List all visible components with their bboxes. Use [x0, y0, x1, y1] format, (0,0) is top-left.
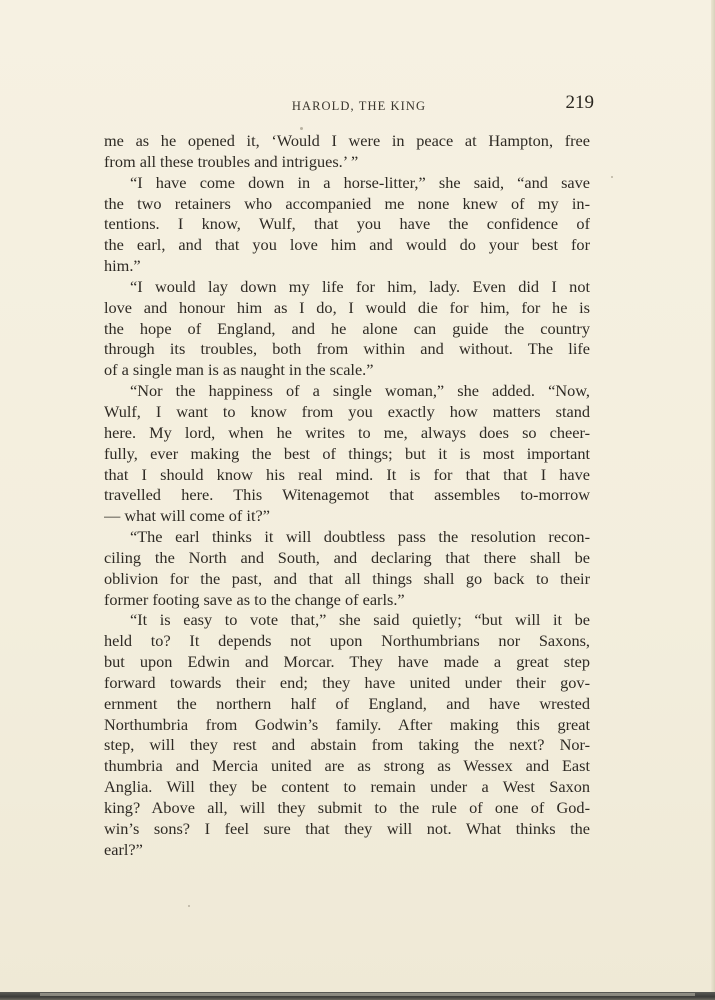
text-line: the earl, and that you love him and would do your best for — [104, 235, 590, 255]
text-line: forward towards their end; they have united under their gov- — [104, 672, 590, 692]
running-head — [104, 92, 594, 116]
text-line: the hope of England, and he alone can guide the country — [104, 318, 590, 338]
text-line: that I should know his real mind. It is for that that I have — [104, 464, 590, 484]
text-line: “I would lay down my life for him, lady. Even did I not — [130, 276, 590, 296]
text-line: Anglia. Will they be content to remain under a West Saxon — [104, 777, 590, 797]
page-number: 219 — [565, 92, 594, 113]
text-line: here. My lord, when he writes to me, always does so cheer- — [104, 422, 590, 442]
text-line: Northumbria from Godwin’s family. After making this great — [104, 714, 590, 734]
text-line: thumbria and Mercia united are as strong as Wessex and East — [104, 756, 590, 776]
text-line: of a single man is as naught in the scale.” — [104, 360, 374, 380]
text-line: held to? It depends not upon Northumbrians nor Saxons, — [104, 631, 590, 651]
text-line: travelled here. This Witenagemot that assembles to-morrow — [104, 485, 590, 505]
text-line: love and honour him as I do, I would die for him, for he is — [104, 297, 590, 317]
text-line: the two retainers who accompanied me none knew of my in- — [104, 193, 590, 213]
paper-speck — [300, 127, 303, 130]
text-line: “I have come down in a horse-litter,” she said, “and save — [130, 172, 590, 192]
text-line: win’s sons? I feel sure that they will not. What thinks the — [104, 818, 590, 838]
paper-speck — [611, 176, 613, 178]
text-line: but upon Edwin and Morcar. They have made a great step — [104, 652, 590, 672]
running-title: HAROLD, THE KING — [291, 99, 427, 113]
text-line: tentions. I know, Wulf, that you have the confidence of — [104, 214, 590, 234]
text-line: from all these troubles and intrigues.’ ” — [104, 151, 359, 171]
page-right-edge — [711, 0, 715, 1000]
text-line: step, will they rest and abstain from taking the next? Nor- — [104, 735, 590, 755]
text-line: oblivion for the past, and that all things shall go back to their — [104, 568, 590, 588]
text-line: “The earl thinks it will doubtless pass the resolution recon- — [130, 527, 590, 547]
paper-speck — [188, 905, 190, 907]
text-line: — what will come of it?” — [104, 506, 270, 526]
text-line: “It is easy to vote that,” she said quietly; “but will it be — [130, 610, 590, 630]
page-edge-highlight — [40, 993, 695, 996]
text-line: “Nor the happiness of a single woman,” she added. “Now, — [130, 381, 590, 401]
text-line: ciling the North and South, and declaring that there shall be — [104, 547, 590, 567]
text-line: through its troubles, both from within and without. The life — [104, 339, 590, 359]
text-line: ernment the northern half of England, and have wrested — [104, 693, 590, 713]
body-text — [104, 131, 590, 861]
text-line: me as he opened it, ‘Would I were in peace at Hampton, free — [104, 131, 590, 150]
page-bottom-edge — [0, 986, 715, 1000]
text-line: earl?” — [104, 839, 143, 859]
text-line: king? Above all, will they submit to the rule of one of God- — [104, 798, 590, 817]
text-line: fully, ever making the best of things; but it is most important — [104, 443, 590, 463]
text-line: Wulf, I want to know from you exactly how matters stand — [104, 401, 590, 421]
text-line: former footing save as to the change of earls.” — [104, 589, 405, 609]
text-line: him.” — [104, 256, 141, 276]
